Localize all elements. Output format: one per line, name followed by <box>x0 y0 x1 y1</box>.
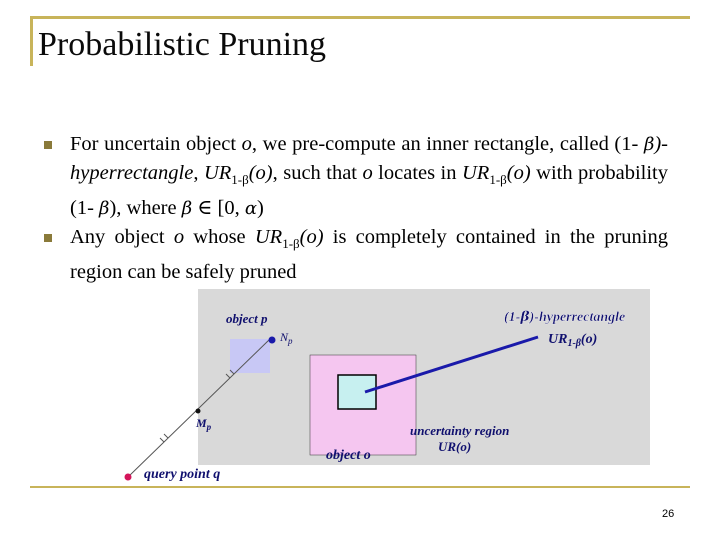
bullet-text: For uncertain object <box>70 133 242 155</box>
slide-title: Probabilistic Pruning <box>38 26 327 63</box>
page-number: 26 <box>662 508 675 520</box>
pruning-diagram <box>120 285 680 485</box>
ur-subscript: 1-β <box>282 236 300 252</box>
ur-term: UR <box>203 162 232 184</box>
bullet-text: Any object <box>70 226 174 249</box>
np-point <box>269 337 276 344</box>
ur-subscript: 1-β <box>231 172 249 188</box>
query-point-label: query point q <box>144 467 221 482</box>
alpha-symbol: α <box>244 198 258 220</box>
var-o: o <box>241 133 252 155</box>
beta-symbol: β <box>643 134 655 155</box>
uncertainty-region-label: uncertainty region <box>410 423 510 438</box>
hyperrectangle-term: )-hyperrectangle <box>70 133 669 184</box>
var-o: (o) <box>506 162 531 184</box>
bullet-square-icon <box>44 234 52 242</box>
var-o: o <box>362 162 373 184</box>
bullet-text: locates in <box>372 162 457 184</box>
title-frame-left <box>30 16 33 66</box>
tick-mark <box>164 434 168 438</box>
ur-subscript: 1-β <box>489 172 507 188</box>
bullet-text: , such that <box>272 162 363 184</box>
ur-term: UR <box>461 162 490 184</box>
var-o: (o) <box>299 226 324 249</box>
np-label: $N_p$ <box>280 330 293 346</box>
beta-symbol: β <box>99 198 110 220</box>
object-o-label: object o <box>326 448 371 463</box>
bullet-text: with probability (1- <box>70 162 669 220</box>
ur-o-label: UR(o) <box>438 439 472 454</box>
mp-label: $M_p$ <box>196 416 212 432</box>
bullet-text: whose <box>184 226 255 249</box>
hyperrectangle-label: (1-β)-hyperrectangle <box>504 309 626 325</box>
bullet-text: ), where <box>109 197 182 220</box>
bullet-text: called (1- <box>559 133 644 155</box>
title-frame-top <box>30 16 690 19</box>
bullet-text: is completely contained in the pruning region can be safely pruned <box>70 226 668 284</box>
mp-point <box>196 409 201 414</box>
hyperrectangle-box <box>338 375 376 409</box>
ur1b-label: $UR_{1-\beta}(o)$ <box>548 332 598 349</box>
bullet-list <box>40 130 668 287</box>
tick-mark <box>160 438 164 442</box>
bullet-item-2 <box>40 223 668 287</box>
ur-term: UR <box>254 226 283 249</box>
query-point <box>125 474 132 481</box>
bullet-square-icon <box>44 141 52 149</box>
object-p-region <box>230 339 270 373</box>
bullet-text: , <box>193 162 204 184</box>
var-o: (o) <box>248 162 273 184</box>
beta-symbol: β <box>181 198 193 220</box>
footer-rule <box>30 486 690 488</box>
bullet-text: ) <box>257 197 264 220</box>
object-p-label: object p <box>226 311 268 326</box>
bullet-text: ∈ [0, <box>192 197 245 220</box>
bullet-text: , we pre-compute an inner rectangle, <box>251 133 555 155</box>
var-o: o <box>173 226 185 249</box>
bullet-item-1 <box>40 130 668 223</box>
